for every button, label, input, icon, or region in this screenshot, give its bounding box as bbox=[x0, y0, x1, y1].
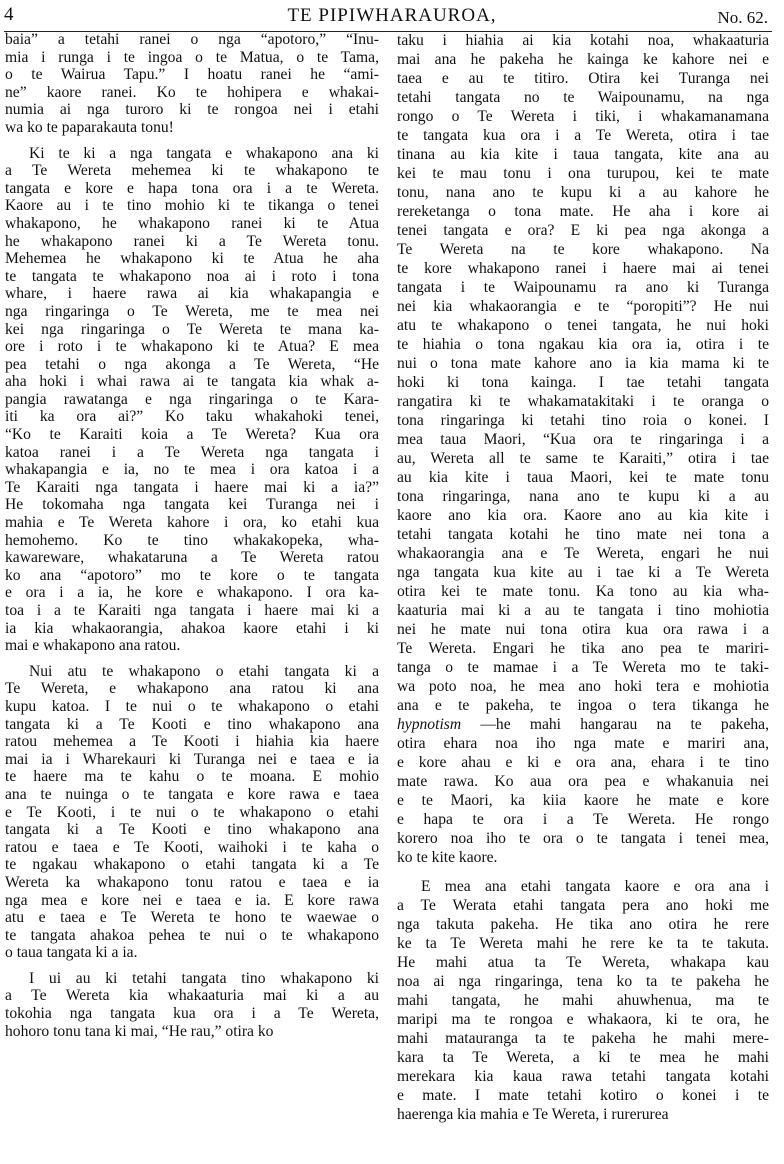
text-line: rangatira ki te whakamatakitaki i te oranga o bbox=[397, 393, 769, 410]
text-line: toa i a te Karaiti nga tangata i haere mai ki a bbox=[5, 602, 379, 619]
text-line: otira kei te mate tonu. Ka tono au kia wha- bbox=[397, 583, 769, 600]
text-line: tetahi tangata kotahi he tino mate nei tona a bbox=[397, 526, 769, 543]
text-line: ko ana “apotoro” mo te kore o te tangata bbox=[5, 566, 379, 584]
text-line: a Te Wereta kia whakaaturia mai ki a au bbox=[5, 987, 379, 1005]
text-line: kaaturia mai ki a au te tangata i tino mohiotia bbox=[397, 602, 769, 619]
text-line: pangia rawatanga e nga ringaringa o te Kara- bbox=[5, 390, 379, 408]
text-line: maripi ma te rongoa e whakaora, ki te ora, he bbox=[397, 1011, 769, 1028]
text-line: tokohia nga tangata kua ora i a Te Wereta, bbox=[5, 1005, 379, 1023]
text-line: mahia e Te Wereta kahore i ora, ko etahi kua bbox=[5, 514, 379, 532]
text-line: Mehemea he whakapono ki te Atua he aha bbox=[5, 250, 379, 268]
text-line: wa ko te paparakauta tonu! bbox=[5, 118, 174, 136]
text-line: tona ringaringa ki tetahi tino roia o konei. I bbox=[397, 412, 769, 429]
text-line: whakapangia e ia, no te mea i ora katoa i a bbox=[5, 461, 379, 479]
text-line: mate rawa. Ko aua ora pea e whakanuia nei bbox=[397, 773, 769, 790]
text-line: kaore ano kia ora. Kaore ano au kia kite i bbox=[397, 507, 769, 524]
text-line: whakapono, he whakapono ranei ki te Atua bbox=[5, 214, 379, 232]
text-line: kara ta Te Wereta, a ki te mea he mahi bbox=[397, 1049, 769, 1066]
text-line: He tokomaha nga tangata kei Turanga nei i bbox=[5, 496, 379, 514]
text-line: Te Wereta na te kore whakapono. Na bbox=[397, 241, 769, 258]
text-line: Te Wereta. Engari he tika ano pea te mariri- bbox=[397, 640, 769, 657]
text-line: tangata e kore e hapa tona ora i a te Wereta. bbox=[5, 179, 379, 197]
text-line: tanga o te mamae i a Te Wereta mo te taki- bbox=[397, 659, 769, 676]
text-line: nei he mate nui tona otira kua ora rawa i a bbox=[397, 621, 769, 638]
text-line: “Ko te Karaiti koia a Te Wereta? Kua ora bbox=[5, 426, 379, 444]
text-line: taku i hiahia ai kia kotahi noa, whakaaturia bbox=[397, 32, 769, 49]
text-line: e hapa te ora i a Te Wereta. He rongo bbox=[397, 811, 769, 828]
text-line: a Te Werata etahi tangata pera ano hoki me bbox=[397, 897, 769, 914]
text-line: whakaorangia ana e Te Wereta, engari he nui bbox=[397, 545, 769, 562]
text-line: rongo o Te Wereta i tiki, i whakamanamana bbox=[397, 108, 769, 125]
text-line: korero noa iho te ora o te tangata i tenei mea, bbox=[397, 830, 769, 847]
text-line: o taua tangata ki a ia. bbox=[5, 944, 138, 962]
text-line: nga ringaringa o Te Wereta, me te mea nei bbox=[5, 302, 379, 320]
text-line: Te Wereta, e whakapono ana ratou ki ana bbox=[5, 680, 379, 698]
text-line: tenei tangata e ora? E ki pea nga akonga a bbox=[397, 222, 769, 239]
text-line: iti ka ora ai?” Ko taku whakahoki tenei, bbox=[5, 408, 379, 426]
text-line: a Te Wereta mehemea ki te whakapono te bbox=[5, 162, 379, 180]
issue-number: No. 62. bbox=[717, 8, 768, 27]
text-line: te kore whakapono ranei i haere mai ai tenei bbox=[397, 260, 769, 277]
text-line: tona ringaringa, nana ano te kupu ki a au bbox=[397, 488, 769, 505]
text-line: tangata ki a Te Kooti e tino whakapono ana bbox=[5, 715, 379, 733]
text-line: e kore ahau e ki e ora ana, ehara i te tino bbox=[397, 754, 769, 771]
text-line: ne” kaore ranei. Ko te hohipera e whakai- bbox=[5, 83, 379, 101]
text-line: e ora i a ia, he kore e whakapono. I ora ka- bbox=[5, 584, 379, 602]
text-line: ratou e taea e Te Kooti, waihoki i te kaha o bbox=[5, 838, 379, 856]
text-line: kei nga ringaringa o Te Wereta te mana ka- bbox=[5, 320, 379, 338]
text-line: mai ia i Wharekauri ki Turanga nei e taea e ia bbox=[5, 750, 379, 768]
text-line: mai ana he pakeha he kainga ke kahore nei e bbox=[397, 51, 769, 68]
text-line: nei kia whakaorangia e te “poropiti”? He nui bbox=[397, 298, 769, 315]
text-line: e Te Kooti, i te nui o te whakapono o etahi bbox=[5, 803, 379, 821]
text-line: whare, i haere rawa ai kia whakapangia e bbox=[5, 285, 379, 303]
text-line: pea tetahi o nga akonga a Te Wereta, “He bbox=[5, 355, 379, 373]
text-line: te tangata te whakapono noa ai i roto i tona bbox=[5, 267, 379, 285]
text-line: rereketanga o tona mate. He aha i kore ai bbox=[397, 203, 769, 220]
text-line: hemohemo. Ko te tino whakakopeka, wha- bbox=[5, 531, 379, 549]
text-line: ore i roto i te whakapono ki te Atua? E mea bbox=[5, 338, 379, 356]
text-line: nga takuta pakeha. He tika ano otira he rere bbox=[397, 916, 769, 933]
text-line: mia i runga i te ingoa o te Matua, o te Tama, bbox=[5, 48, 379, 66]
text-line: hohoro tonu tana ki mai, “He rau,” otira ko bbox=[5, 1022, 274, 1040]
text-line: baia” a tetahi ranei o nga “apotoro,” “Inu- bbox=[5, 31, 379, 48]
article-paragraph bbox=[397, 31, 769, 867]
text-line: o te Wairua Tapu.” I hoatu ranei he “ami- bbox=[5, 66, 379, 84]
text-line: te tangata kua ora i a Te Wereta, otira i tae bbox=[397, 127, 769, 144]
text-line: hoki ki tona kainga. I tae tetahi tangata bbox=[397, 374, 769, 391]
text-line: ana te nuinga o te tangata e kore rawa e taea bbox=[5, 785, 379, 803]
text-line: ke ta Te Wereta mahi he rere ke ta te takuta. bbox=[397, 935, 769, 952]
article-paragraph bbox=[5, 663, 379, 962]
text-line: tinana au kia kite i taua tangata, kite ana au bbox=[397, 146, 769, 163]
text-line: he whakapono ranei ki a Te Wereta tonu. bbox=[5, 232, 379, 250]
text-line: nga mea e kore nei e taea e ia. E kore rawa bbox=[5, 891, 379, 909]
text-line: mahi tangata, he mahi ahuwhenua, ma te bbox=[397, 992, 769, 1009]
text-line: ia kia whakaorangia, ahakoa kaore etahi i ki bbox=[5, 619, 379, 637]
text-line: te tangata ahakoa pehea te nui o te whakapono bbox=[5, 926, 379, 944]
text-line: Te Karaiti nga tangata i haere mai ki a ia?” bbox=[5, 478, 379, 496]
line-rest: —he mahi hangarau na te pakeha, bbox=[461, 716, 769, 733]
text-line: mai e whakapono ana ratou. bbox=[5, 637, 181, 655]
article-paragraph bbox=[5, 970, 379, 1040]
text-line: Nui atu te whakapono o etahi tangata ki a bbox=[29, 662, 379, 680]
text-line: Wereta ka whakapono tonu ratou e taea e ia bbox=[5, 873, 379, 891]
text-line: I ui au ki tetahi tangata tino whakapono ki bbox=[29, 969, 379, 987]
text-line: au, Wereta all te same te Karaiti,” otira i tae bbox=[397, 450, 769, 467]
article-paragraph bbox=[5, 31, 379, 137]
text-line: ana e te pakeha, te ingoa o tera tikanga he bbox=[397, 697, 769, 714]
text-line: numia ai nga turoro ki te rongoa nei i etahi bbox=[5, 101, 379, 119]
text-line: kawareware, whakataruna a Te Wereta ratou bbox=[5, 549, 379, 567]
text-line: Kaore au i te tino mohio ki te tikanga o tenei bbox=[5, 197, 379, 215]
text-line: tonu, nana ano te kupu ki a au kahore he bbox=[397, 184, 769, 201]
text-line: e mate. I mate tetahi kotiro o konei i te bbox=[397, 1087, 769, 1104]
page-header bbox=[0, 0, 784, 32]
text-line: te haere ma te kahu o te moana. E mohio bbox=[5, 768, 379, 786]
left-column bbox=[5, 31, 379, 1040]
text-line: mahi matauranga ta te pakeha he mahi mere- bbox=[397, 1030, 769, 1047]
text-line: e te Maori, ka kiia kaore he mate e kore bbox=[397, 792, 769, 809]
text-line: ratou mehemea a Te Kooti i hiahia kia haere bbox=[5, 733, 379, 751]
text-line: tetahi tangata no te Waipounamu, na nga bbox=[397, 89, 769, 106]
text-line: noa ai nga ringaringa, tena ko ta te pakeha he bbox=[397, 973, 769, 990]
text-line: nui o tona mate kahore ano ia kia mama ki te bbox=[397, 355, 769, 372]
text-line: te ngakau whakapono o etahi tangata ki a Te bbox=[5, 856, 379, 874]
text-line: haerenga kia mahia e Te Wereta, i rurerurea bbox=[397, 1106, 669, 1123]
article-paragraph bbox=[5, 145, 379, 655]
text-line: atu e taea e Te Wereta te hono te waewae o bbox=[5, 909, 379, 927]
text-line: tangata ki a Te Kooti e tino whakapono ana bbox=[5, 821, 379, 839]
text-line bbox=[397, 715, 769, 734]
text-line: te hiahia o tona ngakau kia ora ia, otira i te bbox=[397, 336, 769, 353]
text-line: E mea ana etahi tangata kaore e ora ana i bbox=[421, 878, 769, 895]
text-line: kupu katoa. I te nui o te whakapono o etahi bbox=[5, 697, 379, 715]
newspaper-title: TE PIPIWHARAUROA, bbox=[287, 5, 497, 26]
text-line: nga tangata kua kite au i tae ki a Te Wereta bbox=[397, 564, 769, 581]
text-line: He mahi atua ta Te Wereta, whakapa kau bbox=[397, 954, 769, 971]
text-line: au kia kite i taua Maori, kei te mate tonu bbox=[397, 469, 769, 486]
text-line: taea e au te titiro. Otira kei Turanga nei bbox=[397, 70, 769, 87]
text-line: Ki te ki a nga tangata e whakapono ana ki bbox=[29, 144, 379, 162]
text-line: merekara kia kaua rawa tetahi tangata kotahi bbox=[397, 1068, 769, 1085]
page-number: 4 bbox=[4, 4, 14, 25]
text-line: katoa ranei i a Te Wereta nga tangata i bbox=[5, 443, 379, 461]
text-line: kei te mau tonu i ona turupou, kei te mate bbox=[397, 165, 769, 182]
text-line: ko te kite kaore. bbox=[397, 849, 498, 866]
text-line: tangata i te Waipounamu ra ano ki Turanga bbox=[397, 279, 769, 296]
text-line: atu te whakapono o tenei tangata, he nui hoki bbox=[397, 317, 769, 334]
text-line: wa poto noa, he mea ano hoki tera e mohiotia bbox=[397, 678, 769, 695]
text-line: aha hoki i whai rawa ai te tangata kia whak a- bbox=[5, 373, 379, 391]
article-paragraph bbox=[397, 877, 769, 1124]
text-line: otira ehara noa iho nga mate e mariri ana, bbox=[397, 735, 769, 752]
right-column bbox=[397, 31, 769, 1124]
text-line: mea taua Maori, “Kua ora te ringaringa i a bbox=[397, 431, 769, 448]
italic-term: hypnotism bbox=[397, 716, 462, 733]
